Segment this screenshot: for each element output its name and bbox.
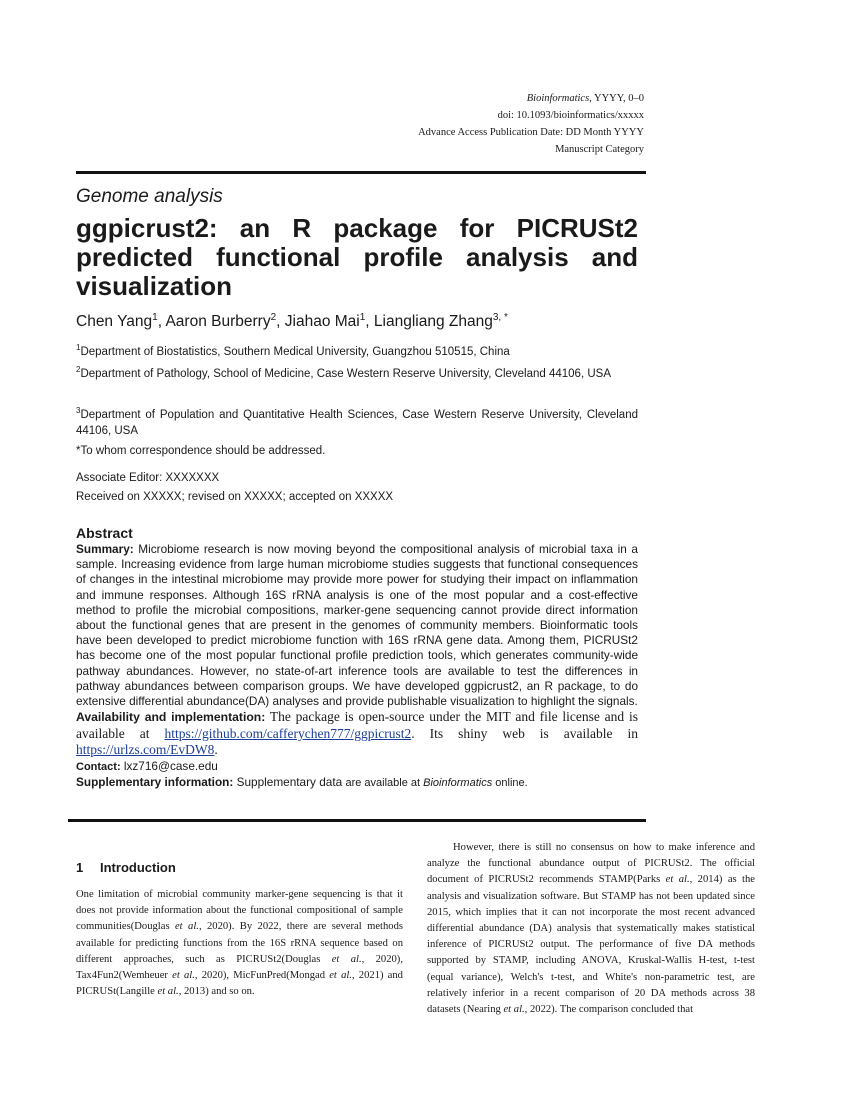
journal-line (418, 90, 644, 107)
article-category: Genome analysis (76, 186, 223, 207)
author: Aaron Burberry$^2$, (165, 312, 285, 331)
left-column (76, 860, 403, 1000)
affiliation-2: $^2$Department of Pathology, School of Medicine, Case Western Reserve University, Cleveland 44106, USA (76, 365, 611, 380)
associate-editor: Associate Editor: XXXXXXX (76, 472, 220, 484)
abstract-summary: Summary: Microbiome research is now moving beyond the compositional analysis of microbial taxa in a sample. Increasing evidence from large human microbiome studies suggests that functional consequences of changes in the intestinal microbiome may provide more power for studying their impact on inflammation and immune responses. Although 16S rRNA analysis is one of the most popular and a cost-effective method to profile the microbial compositions, marker-gene sequencing cannot provide direct information about the functional genes that are present in the genomes of community members. Bioinformatic tools have been developed to predict microbiome function with 16S rRNA gene data. Among them, PICRUSt2 has become one of the most popular functional profile prediction tools, which generates community-wide pathway abundances. However, no state-of-art inference tools are available to test the differences in pathway abundances between comparison groups. We have developed ggpicrust2, an R package, to do extensive differential abundance(DA) analyses and provide publishable visualization to highlight the signals. (76, 542, 638, 709)
availability: Availability and implementation: The package is open-source under the MIT and file license and is available at https://github.com/cafferychen777/ggpicrust2. Its shiny web is available in https://urlzs.com/EvDW8. (76, 709, 638, 758)
author: Chen Yang$^1$, (76, 312, 166, 331)
abstract-heading: Abstract (76, 525, 133, 541)
received-dates: Received on XXXXX; revised on XXXXX; accepted on XXXXX (76, 491, 394, 503)
manuscript-category: Manuscript Category (555, 144, 644, 155)
advance-access: Advance Access Publication Date: DD Month YYYY (418, 127, 644, 138)
journal-year: , YYYY, 0–0 (589, 93, 644, 104)
bottom-rule (68, 819, 646, 822)
journal-name: Bioinformatics (526, 93, 590, 104)
intro-paragraph-2: However, there is still no consensus on how to make inference and analyze the functional abundance output of PICRUSt2. The official document of PICRUSt2 recommends STAMP(Parks et al., 2014) as the analysis and visualization software. But STAMP has not been updated since 2015, which implies that it can not incorporate the most recent advanced differential abundance (DA) analysis that systematically makes statistical inference of PICRUSt2 output. The performance of five DA methods supported by STAMP, including ANOVA, Kruskal-Wallis H-test, t-test (equal variance), Welch's t-test, and White's non-parametric test, are relatively inferior in a recent comparison of 20 DA methods across 38 datasets (Nearing et al., 2022). The comparison concluded that (427, 842, 755, 1016)
doi: doi: 10.1093/bioinformatics/xxxxx (497, 110, 644, 121)
author-list (76, 312, 508, 331)
affiliation-1: $^1$Department of Biostatistics, Southern Medical University, Guangzhou 510515, China (76, 343, 510, 358)
shiny-link[interactable]: https://urlzs.com/EvDW8 (76, 742, 215, 758)
contact: Contact: lxz716@case.edu (76, 758, 218, 773)
paper-title: ggpicrust2: an R package for PICRUSt2 predicted functional profile analysis and visualization (76, 213, 638, 301)
author: Liangliang Zhang$^{3, *}$ (373, 312, 508, 331)
supplementary-info: Supplementary information: Supplementary data are available at Bioinformatics online. (76, 774, 528, 789)
github-link[interactable]: https://github.com/cafferychen777/ggpicrust2 (164, 725, 412, 741)
section-heading-introduction: 1 Introduction (76, 860, 176, 875)
right-column (427, 840, 755, 1018)
author: Jiahao Mai$^1$, (284, 312, 374, 331)
correspondence-note: *To whom correspondence should be addressed. (76, 445, 326, 457)
top-rule (76, 171, 646, 174)
abstract (76, 524, 638, 791)
affiliation-3: $^3$Department of Population and Quantitative Health Sciences, Case Western Reserve University, Cleveland 44106, USA (76, 406, 638, 437)
intro-paragraph-1: One limitation of microbial community marker-gene sequencing is that it does not provide information about the functional compositional of sample communities(Douglas et al., 2020). By 2022, there are several methods available for predicting functions from the 16S rRNA sequence based on different approaches, such as PICRUSt2(Douglas et al., 2020), Tax4Fun2(Wemheuer et al., 2020), MicFunPred(Mongad et al., 2021) and PICRUSt(Langille et al., 2013) and so on. (76, 889, 404, 998)
journal-header (418, 90, 644, 158)
